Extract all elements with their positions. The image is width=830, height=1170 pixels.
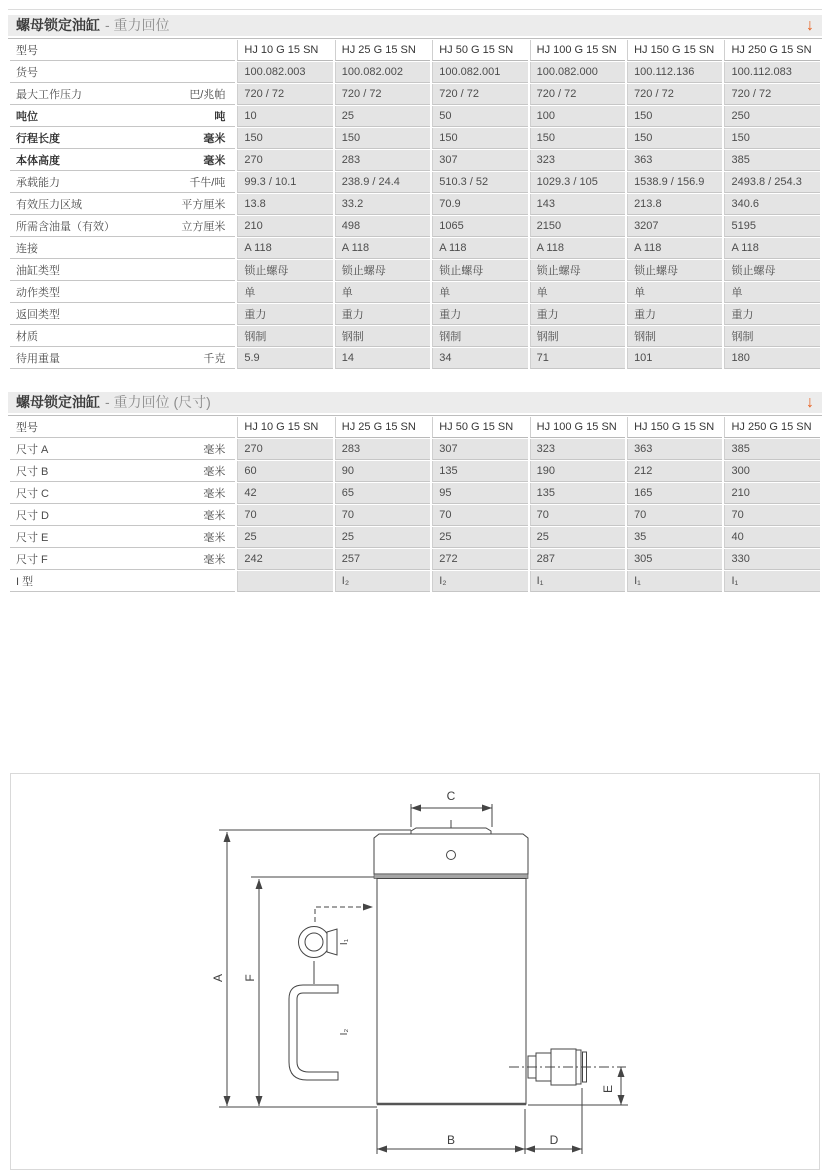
row-label-cell	[10, 439, 235, 460]
value-cell: 50	[432, 106, 527, 127]
row-label: I 型	[16, 576, 34, 588]
thread-band	[374, 874, 528, 879]
value-cell: 90	[335, 461, 430, 482]
table-row	[10, 172, 820, 193]
value-cell: 150	[432, 128, 527, 149]
table-row	[10, 439, 820, 460]
value-cell	[237, 571, 332, 592]
value-cell: 101	[627, 348, 722, 369]
table-header-row	[10, 40, 820, 61]
row-unit: 毫米	[203, 510, 226, 522]
value-cell: 720 / 72	[432, 84, 527, 105]
value-cell: 钢制	[237, 326, 332, 347]
value-cell: A 118	[335, 238, 430, 259]
table-row	[10, 260, 820, 281]
value-cell: 70	[530, 505, 625, 526]
value-cell: 单	[627, 282, 722, 303]
value-cell: 212	[627, 461, 722, 482]
value-cell: 25	[432, 527, 527, 548]
value-cell: 300	[724, 461, 820, 482]
row-unit: 毫米	[203, 133, 226, 145]
table-row	[10, 106, 820, 127]
value-cell: 363	[627, 150, 722, 171]
value-cell: 720 / 72	[530, 84, 625, 105]
value-cell: 钢制	[724, 326, 820, 347]
section2-titlebar	[8, 392, 822, 413]
row-label: 尺寸 C	[16, 488, 49, 500]
value-cell: A 118	[627, 238, 722, 259]
section1-titlebar	[8, 15, 822, 36]
value-cell: 250	[724, 106, 820, 127]
column-header: HJ 50 G 15 SN	[432, 417, 527, 438]
table-header-row	[10, 417, 820, 438]
table-row	[10, 128, 820, 149]
column-header: HJ 150 G 15 SN	[627, 40, 722, 61]
value-cell: 1065	[432, 216, 527, 237]
value-cell: 100	[530, 106, 625, 127]
column-header: HJ 100 G 15 SN	[530, 40, 625, 61]
table-row	[10, 326, 820, 347]
table-row	[10, 150, 820, 171]
value-cell: 25	[237, 527, 332, 548]
value-cell: 70.9	[432, 194, 527, 215]
model-label: 型号	[10, 417, 235, 438]
row-label: 尺寸 E	[16, 532, 49, 544]
row-label-cell	[10, 527, 235, 548]
row-label-cell	[10, 194, 235, 215]
column-header: HJ 250 G 15 SN	[724, 417, 820, 438]
value-cell: A 118	[237, 238, 332, 259]
dim-label-d: D	[549, 1133, 559, 1147]
value-cell: 720 / 72	[335, 84, 430, 105]
value-cell: 210	[237, 216, 332, 237]
value-cell: 720 / 72	[724, 84, 820, 105]
value-cell: 锁止螺母	[627, 260, 722, 281]
value-cell: I₂	[432, 571, 527, 592]
value-cell: 65	[335, 483, 430, 504]
value-cell: I₂	[335, 571, 430, 592]
table-row	[10, 461, 820, 482]
value-cell: 单	[237, 282, 332, 303]
value-cell: 180	[724, 348, 820, 369]
row-label-cell	[10, 549, 235, 570]
value-cell: 1029.3 / 105	[530, 172, 625, 193]
table-row	[10, 282, 820, 303]
row-unit: 毫米	[203, 554, 226, 566]
value-cell: 重力	[724, 304, 820, 325]
table-row	[10, 483, 820, 504]
row-label: 待用重量	[16, 353, 60, 365]
column-header: HJ 100 G 15 SN	[530, 417, 625, 438]
row-label-cell	[10, 260, 235, 281]
download-arrow-icon[interactable]: ↓	[806, 16, 814, 34]
row-label: 尺寸 A	[16, 444, 49, 456]
value-cell: 100.112.136	[627, 62, 722, 83]
row-label-cell	[10, 84, 235, 105]
eyebolt-ring-inner	[305, 933, 323, 951]
section2-title: 螺母锁定油缸	[16, 394, 100, 410]
value-cell: 720 / 72	[237, 84, 332, 105]
value-cell: 25	[530, 527, 625, 548]
value-cell: I₁	[724, 571, 820, 592]
value-cell: 5195	[724, 216, 820, 237]
row-label-cell	[10, 326, 235, 347]
table-row	[10, 62, 820, 83]
row-label-cell	[10, 571, 235, 592]
value-cell: 锁止螺母	[335, 260, 430, 281]
value-cell: A 118	[432, 238, 527, 259]
value-cell: 100.082.003	[237, 62, 332, 83]
column-header: HJ 25 G 15 SN	[335, 417, 430, 438]
section2-subtitle: - 重力回位 (尺寸)	[105, 394, 211, 410]
value-cell: 70	[335, 505, 430, 526]
row-label: 所需含油量（有效）	[16, 221, 115, 233]
value-cell: 340.6	[724, 194, 820, 215]
value-cell: 100.082.001	[432, 62, 527, 83]
value-cell: 150	[627, 106, 722, 127]
value-cell: I₁	[530, 571, 625, 592]
value-cell: 锁止螺母	[724, 260, 820, 281]
row-label-cell	[10, 461, 235, 482]
value-cell: 498	[335, 216, 430, 237]
value-cell: 13.8	[237, 194, 332, 215]
value-cell: 钢制	[530, 326, 625, 347]
row-unit: 千牛/吨	[189, 177, 226, 189]
value-cell: 34	[432, 348, 527, 369]
value-cell: 35	[627, 527, 722, 548]
spec-table-main	[8, 38, 822, 370]
value-cell: 70	[627, 505, 722, 526]
value-cell: 190	[530, 461, 625, 482]
row-label-cell	[10, 304, 235, 325]
value-cell: 323	[530, 439, 625, 460]
row-unit: 毫米	[203, 488, 226, 500]
value-cell: 135	[530, 483, 625, 504]
dim-label-b: B	[446, 1133, 456, 1147]
table-row	[10, 549, 820, 570]
value-cell: 385	[724, 439, 820, 460]
row-label-cell	[10, 62, 235, 83]
value-cell: 25	[335, 527, 430, 548]
value-cell: 363	[627, 439, 722, 460]
value-cell: 3207	[627, 216, 722, 237]
value-cell: 165	[627, 483, 722, 504]
value-cell: 重力	[432, 304, 527, 325]
value-cell: 锁止螺母	[432, 260, 527, 281]
row-label: 吨位	[16, 111, 38, 123]
value-cell: 213.8	[627, 194, 722, 215]
cylinder-drawing	[11, 774, 819, 1169]
column-header: HJ 150 G 15 SN	[627, 417, 722, 438]
value-cell: 99.3 / 10.1	[237, 172, 332, 193]
column-header: HJ 25 G 15 SN	[335, 40, 430, 61]
value-cell: 锁止螺母	[530, 260, 625, 281]
row-label: 连接	[16, 243, 38, 255]
value-cell: 150	[335, 128, 430, 149]
value-cell: 242	[237, 549, 332, 570]
column-header: HJ 250 G 15 SN	[724, 40, 820, 61]
row-unit: 毫米	[203, 466, 226, 478]
value-cell: 135	[432, 461, 527, 482]
value-cell: 100.082.000	[530, 62, 625, 83]
value-cell: 238.9 / 24.4	[335, 172, 430, 193]
value-cell: 单	[530, 282, 625, 303]
value-cell: 单	[724, 282, 820, 303]
table-row	[10, 194, 820, 215]
dim-label-e: E	[601, 1084, 615, 1094]
value-cell: 150	[530, 128, 625, 149]
row-label-cell	[10, 505, 235, 526]
value-cell: 283	[335, 439, 430, 460]
value-cell: 钢制	[432, 326, 527, 347]
value-cell: 14	[335, 348, 430, 369]
value-cell: 210	[724, 483, 820, 504]
table-row	[10, 84, 820, 105]
dim-label-a: A	[211, 973, 225, 983]
section1-subtitle: - 重力回位	[105, 17, 170, 33]
dim-label-f: F	[243, 974, 257, 982]
value-cell: 257	[335, 549, 430, 570]
row-label-cell	[10, 172, 235, 193]
row-label: 尺寸 F	[16, 554, 48, 566]
row-label-cell	[10, 483, 235, 504]
row-label-cell	[10, 348, 235, 369]
row-unit: 平方厘米	[181, 199, 226, 211]
section1-title: 螺母锁定油缸	[16, 17, 100, 33]
row-label-cell	[10, 216, 235, 237]
row-label: 油缸类型	[16, 265, 60, 277]
row-unit: 巴/兆帕	[189, 89, 226, 101]
row-unit: 吨	[214, 111, 226, 123]
row-label: 尺寸 B	[16, 466, 49, 478]
value-cell: 1538.9 / 156.9	[627, 172, 722, 193]
vent-hole	[447, 851, 456, 860]
value-cell: 重力	[237, 304, 332, 325]
value-cell: 2150	[530, 216, 625, 237]
value-cell: 重力	[335, 304, 430, 325]
value-cell: 307	[432, 439, 527, 460]
value-cell: I₁	[627, 571, 722, 592]
row-label: 最大工作压力	[16, 89, 82, 101]
value-cell: 33.2	[335, 194, 430, 215]
row-label-cell	[10, 150, 235, 171]
eyebolt-stub	[327, 929, 337, 955]
value-cell: 323	[530, 150, 625, 171]
value-cell: 70	[237, 505, 332, 526]
saddle	[411, 828, 491, 834]
value-cell: 100.112.083	[724, 62, 820, 83]
value-cell: 150	[627, 128, 722, 149]
value-cell: 71	[530, 348, 625, 369]
value-cell: 重力	[530, 304, 625, 325]
download-arrow-icon[interactable]: ↓	[806, 393, 814, 411]
value-cell: 5.9	[237, 348, 332, 369]
carry-handle-icon	[289, 985, 338, 1080]
value-cell: 60	[237, 461, 332, 482]
value-cell: 70	[432, 505, 527, 526]
row-unit: 立方厘米	[181, 221, 226, 233]
value-cell: 272	[432, 549, 527, 570]
value-cell: 270	[237, 439, 332, 460]
row-label-cell	[10, 238, 235, 259]
value-cell: 330	[724, 549, 820, 570]
table-row	[10, 304, 820, 325]
page-top-rule	[8, 9, 822, 10]
value-cell: A 118	[530, 238, 625, 259]
value-cell: 锁止螺母	[237, 260, 332, 281]
label-i1: I₁	[339, 938, 350, 946]
value-cell: 720 / 72	[627, 84, 722, 105]
table-row	[10, 238, 820, 259]
table-row	[10, 505, 820, 526]
value-cell: 25	[335, 106, 430, 127]
table-row	[10, 348, 820, 369]
value-cell: 100.082.002	[335, 62, 430, 83]
value-cell: A 118	[724, 238, 820, 259]
row-unit: 毫米	[203, 532, 226, 544]
value-cell: 270	[237, 150, 332, 171]
value-cell: 单	[432, 282, 527, 303]
row-unit: 毫米	[203, 444, 226, 456]
cylinder-dimension-diagram	[10, 773, 820, 1170]
value-cell: 307	[432, 150, 527, 171]
row-unit: 千克	[203, 353, 226, 365]
column-header: HJ 10 G 15 SN	[237, 417, 332, 438]
value-cell: 143	[530, 194, 625, 215]
label-i2: I₂	[339, 1028, 350, 1036]
row-label: 尺寸 D	[16, 510, 49, 522]
cylinder-body	[377, 879, 526, 1105]
row-label: 材质	[16, 331, 38, 343]
dim-label-c: C	[446, 789, 456, 803]
value-cell: 95	[432, 483, 527, 504]
row-label: 有效压力区域	[16, 199, 82, 211]
row-label-cell	[10, 106, 235, 127]
row-label-cell	[10, 282, 235, 303]
value-cell: 150	[724, 128, 820, 149]
column-header: HJ 50 G 15 SN	[432, 40, 527, 61]
row-label: 动作类型	[16, 287, 60, 299]
value-cell: 10	[237, 106, 332, 127]
value-cell: 2493.8 / 254.3	[724, 172, 820, 193]
row-label: 承载能力	[16, 177, 60, 189]
row-label: 本体高度	[16, 155, 60, 167]
row-label: 返回类型	[16, 309, 60, 321]
row-label-cell	[10, 128, 235, 149]
table-row	[10, 216, 820, 237]
value-cell: 510.3 / 52	[432, 172, 527, 193]
row-unit: 毫米	[203, 155, 226, 167]
table-row	[10, 571, 820, 592]
value-cell: 钢制	[627, 326, 722, 347]
value-cell: 重力	[627, 304, 722, 325]
value-cell: 385	[724, 150, 820, 171]
column-header: HJ 10 G 15 SN	[237, 40, 332, 61]
value-cell: 40	[724, 527, 820, 548]
spec-table-dimensions	[8, 415, 822, 593]
row-label: 货号	[16, 67, 38, 79]
value-cell: 单	[335, 282, 430, 303]
value-cell: 305	[627, 549, 722, 570]
row-label: 行程长度	[16, 133, 60, 145]
value-cell: 150	[237, 128, 332, 149]
value-cell: 70	[724, 505, 820, 526]
value-cell: 287	[530, 549, 625, 570]
value-cell: 钢制	[335, 326, 430, 347]
leader-dashed	[315, 907, 363, 922]
table-row	[10, 527, 820, 548]
value-cell: 42	[237, 483, 332, 504]
model-label: 型号	[10, 40, 235, 61]
value-cell: 283	[335, 150, 430, 171]
